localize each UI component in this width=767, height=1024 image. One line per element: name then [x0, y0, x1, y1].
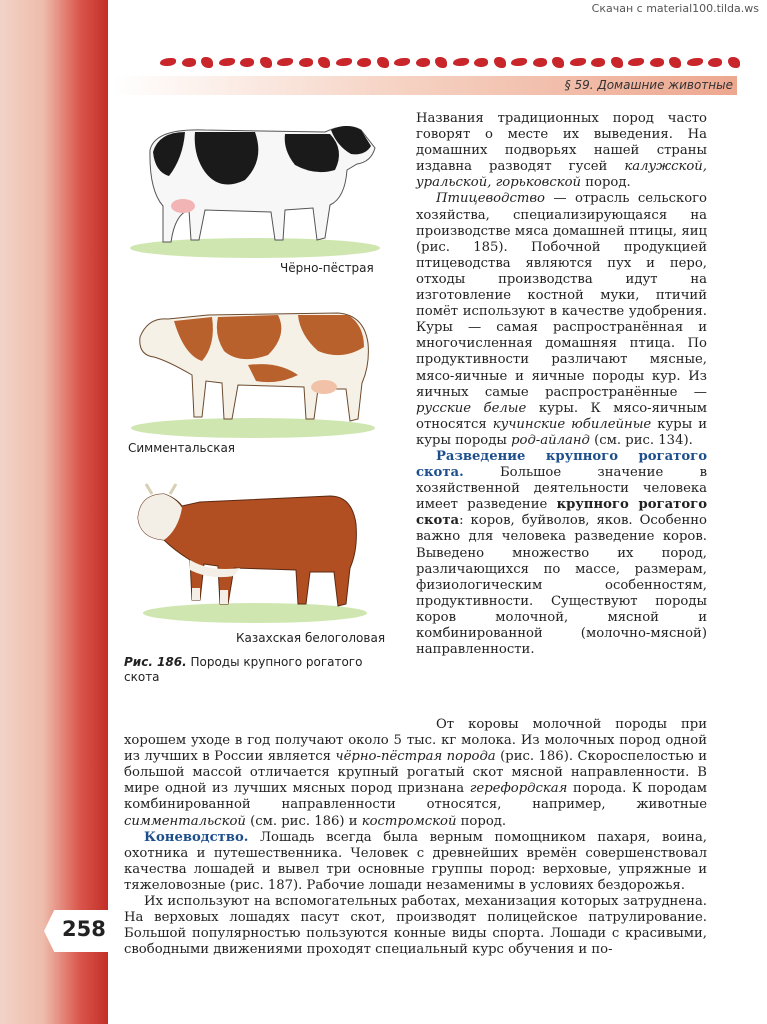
caption-black-white-breed: Чёрно-пёстрая: [280, 261, 374, 275]
paragraph-horses: Коневодство. Лошадь всегда была верным помощником пахаря, воина, охотника и путешественника. Человек с древнейших времён совершенствовал качества лошадей и вывел три основные группы пород: верховые, упряжные и тяжеловозные (рис. 187). Рабочие лошади незаменимы в условиях бездорожья.: [124, 829, 707, 893]
watermark: Скачан с material100.tilda.ws: [591, 2, 759, 15]
caption-kazakh-whitehead-breed: Казахская белоголовая: [236, 631, 386, 645]
heading-horses: Коневодство.: [144, 829, 249, 845]
caption-simmental-breed: Симментальская: [128, 441, 236, 455]
figure-caption-text: Породы крупного рогатого скота: [124, 655, 363, 684]
paragraph: Названия традиционных пород часто говорят о месте их выведения. На домашних подворьях нашей страны издавна разводят гусей калужской, уральской, горьковской пород.: [416, 111, 707, 191]
kazakh-whitehead-cow-image: [130, 480, 370, 625]
paragraph-milk: От коровы молочной породы при хорошем уходе в год получают около 5 тыс. кг молока. Из молочных пород одной из лучших в России является чёрно-пёстрая порода (рис. 186). Скороспелостью и большой массой отличается крупный рогатый скот мясной направленности. В мире одной из лучших мясных пород признана герефордская порода. К породам комбинированной направленности относятся, например, животные симментальской (см. рис. 186) и костромской пород.: [124, 717, 708, 829]
figure-caption: [124, 655, 384, 685]
paragraph-poultry: Птицеводство — отрасль сельского хозяйства, специализирующаяся на производстве мяса домашней птицы, яиц (рис. 185). Побочной продукцией птицеводства являются пух и перо, отходы производства идут на изготовление костной муки, птичий помёт используют в качестве удобрения. Куры — самая распространённая и многочисленная домашняя птица. По продуктивности различают мясные, мясо-яичные и яичные породы кур. Из яичных самые распространённые — русские белые куры. К мясо-яичным относятся кучинские юбилейные куры и куры породы род-айланд (см. рис. 134).: [416, 191, 707, 448]
text-full-width: [124, 717, 707, 958]
page-number: 258: [62, 917, 106, 941]
heading-cattle: Разведение крупного рогатого скота.: [416, 448, 707, 481]
holstein-cow-image: [125, 110, 385, 260]
figure-label: Рис. 186.: [124, 655, 187, 669]
animal-silhouette-border: [160, 52, 740, 72]
paragraph-horses-use: Их используют на вспомогательных работах, механизация которых затруднена. На верховых лошадях пасут скот, производят полицейское патрулирование. Большой популярностью пользуются конные виды спорта. Лошади с красивыми, свободными движениями проходят специальный курс обучения и по-: [124, 894, 707, 958]
section-title: § 59. Домашние животные: [564, 78, 733, 92]
page-margin-strip: [0, 0, 108, 1024]
simmental-cow-image: [128, 295, 378, 440]
paragraph-cattle: Разведение крупного рогатого скота. Большое значение в хозяйственной деятельности человека имеет разведение крупного рогатого скота: коров, буйволов, яков. Особенно важно для человека разведение коров. Выведено множество их пород, различающихся по массе, размерам, физиологическим особенностям, продуктивности. Существуют породы коров молочной, мясной и комбинированной (молочно-мясной) направленности.: [416, 448, 707, 658]
text-column: [416, 111, 707, 658]
